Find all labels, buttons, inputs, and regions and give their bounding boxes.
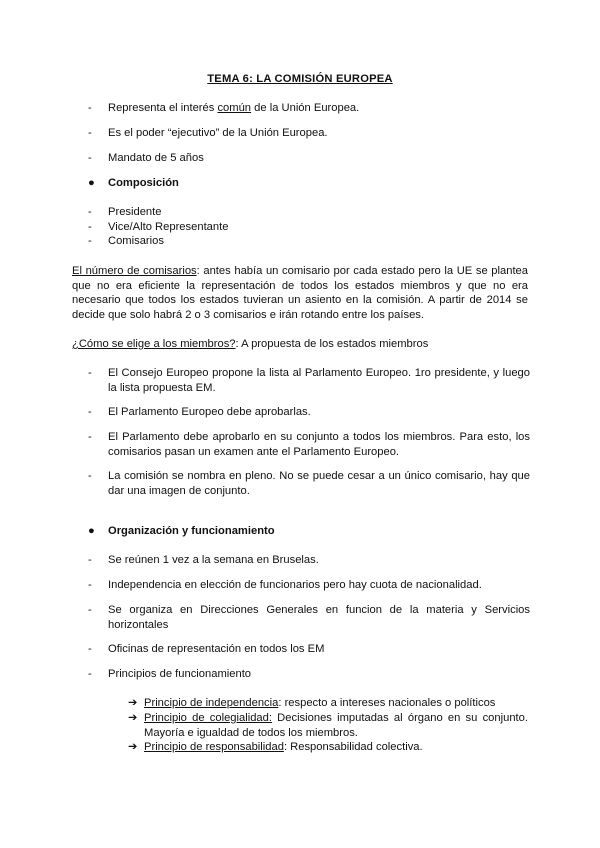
principle-label: Principio de independencia bbox=[144, 697, 279, 709]
list-item bbox=[88, 205, 530, 220]
list-item bbox=[88, 366, 530, 395]
principle-item bbox=[128, 696, 528, 711]
dash-marker: - bbox=[88, 470, 92, 482]
item-text: El Consejo Europeo propone la lista al Parlamento Europeo. 1ro presidente, y luego la lista propuesta EM. bbox=[108, 367, 530, 394]
dash-marker: - bbox=[88, 579, 92, 591]
principle-text: Decisiones imputadas al órgano en su conjunto. Mayoría e igualdad de todos los miembros. bbox=[144, 712, 528, 739]
list-item bbox=[88, 603, 530, 632]
item-text: Comisarios bbox=[108, 235, 164, 247]
list-item bbox=[88, 469, 530, 498]
bullet-marker: ● bbox=[88, 177, 95, 189]
list-item bbox=[88, 405, 530, 420]
list-item bbox=[88, 553, 530, 568]
dash-marker: - bbox=[88, 604, 92, 616]
item-text: Principios de funcionamiento bbox=[108, 668, 252, 680]
item-text: Oficinas de representación en todos los EM bbox=[108, 643, 325, 655]
paragraph-eleccion bbox=[72, 337, 528, 352]
dash-marker: - bbox=[88, 643, 92, 655]
section-heading-text: Composición bbox=[108, 177, 179, 189]
document-title: TEMA 6: LA COMISIÓN EUROPEA bbox=[207, 73, 393, 85]
principle-item bbox=[128, 740, 528, 755]
principle-text: : respecto a intereses nacionales o políticos bbox=[278, 697, 496, 709]
item-text: El Parlamento Europeo debe aprobarlas. bbox=[108, 406, 311, 418]
underlined-text: común bbox=[217, 102, 252, 114]
principle-label: Principio de responsabilidad bbox=[144, 741, 284, 753]
item-text: Se reúnen 1 vez a la semana en Bruselas. bbox=[108, 554, 319, 566]
arrow-icon: ➔ bbox=[128, 697, 138, 709]
item-text: El Parlamento debe aprobarlo en su conjunto a todos los miembros. Para esto, los comisarios pasan un examen ante el Parlamento Europeo. bbox=[108, 431, 530, 458]
dash-marker: - bbox=[88, 127, 92, 139]
list-item bbox=[88, 101, 530, 116]
list-item bbox=[88, 642, 530, 657]
item-text: Mandato de 5 años bbox=[108, 152, 204, 164]
item-text: Vice/Alto Representante bbox=[108, 221, 229, 233]
list-item bbox=[88, 667, 530, 682]
paragraph-label: ¿Cómo se elige a los miembros? bbox=[72, 338, 236, 350]
dash-marker: - bbox=[88, 367, 92, 379]
list-item bbox=[88, 220, 530, 235]
principle-text: : Responsabilidad colectiva. bbox=[283, 741, 423, 753]
section-heading-organizacion bbox=[88, 524, 528, 539]
item-text: La comisión se nombra en pleno. No se puede cesar a un único comisario, hay que dar una imagen de conjunto. bbox=[108, 470, 530, 497]
dash-marker: - bbox=[88, 235, 92, 247]
principle-item bbox=[128, 711, 528, 740]
list-item bbox=[88, 578, 530, 593]
dash-marker: - bbox=[88, 668, 92, 680]
item-text: Presidente bbox=[108, 206, 162, 218]
paragraph-numero-comisarios bbox=[72, 264, 528, 322]
dash-marker: - bbox=[88, 102, 92, 114]
item-text: Se organiza en Direcciones Generales en funcion de la materia y Servicios horizontales bbox=[108, 604, 530, 631]
dash-marker: - bbox=[88, 406, 92, 418]
list-item bbox=[88, 151, 530, 166]
list-item bbox=[88, 430, 530, 459]
dash-marker: - bbox=[88, 221, 92, 233]
dash-marker: - bbox=[88, 206, 92, 218]
item-text: Representa el interés bbox=[108, 102, 218, 114]
paragraph-label: El número de comisarios bbox=[72, 265, 197, 277]
paragraph-text: : antes había un comisario por cada estado pero la UE se plantea que no era eficiente la representación de todos los estados miembros y que no era necesario que todos los estados tuvieran un asiento en la comisión. A partir de 2014 se decide que solo habrá 2 o 3 comisarios e irán rotando entre los países. bbox=[72, 265, 528, 321]
bullet-marker: ● bbox=[88, 525, 95, 537]
section-heading-text: Organización y funcionamiento bbox=[108, 525, 275, 537]
dash-marker: - bbox=[88, 152, 92, 164]
list-item bbox=[88, 234, 530, 249]
principle-label: Principio de colegialidad: bbox=[144, 712, 272, 724]
arrow-icon: ➔ bbox=[128, 741, 138, 753]
dash-marker: - bbox=[88, 554, 92, 566]
item-text: Independencia en elección de funcionarios pero hay cuota de nacionalidad. bbox=[108, 579, 482, 591]
item-text: de la Unión Europea. bbox=[251, 102, 360, 114]
item-text: Es el poder “ejecutivo” de la Unión Europea. bbox=[108, 127, 328, 139]
list-item bbox=[88, 126, 530, 141]
section-heading-composicion bbox=[88, 176, 528, 191]
dash-marker: - bbox=[88, 431, 92, 443]
paragraph-text: : A propuesta de los estados miembros bbox=[235, 338, 429, 350]
arrow-icon: ➔ bbox=[128, 712, 138, 724]
